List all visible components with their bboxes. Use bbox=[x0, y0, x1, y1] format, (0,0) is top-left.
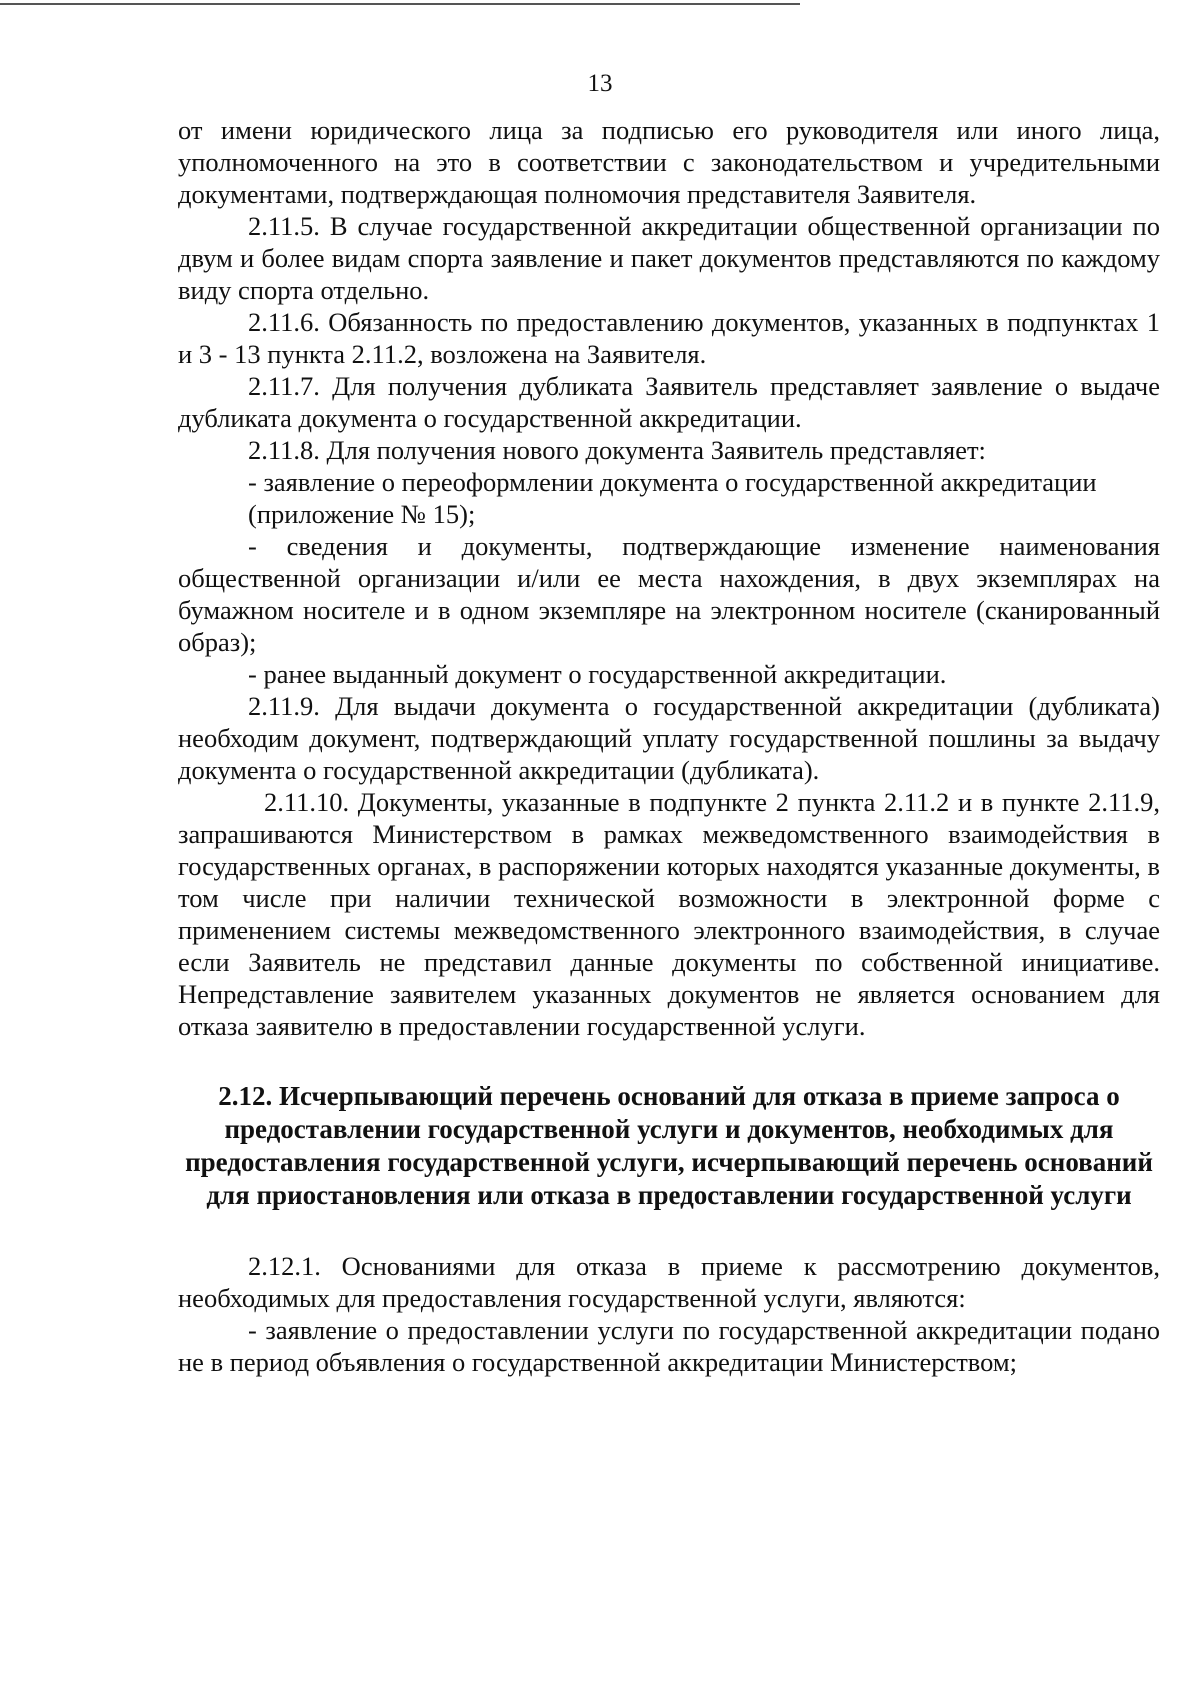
section-heading-2-12: 2.12. Исчерпывающий перечень оснований для отказа в приеме запроса о предоставлении государственной услуги и документов, необходимых для предоставления государственной услуги, исчерпывающий перечень оснований для приостановления или отказа в предоставлении государственной услуги bbox=[185, 1081, 1153, 1210]
page-number: 13 bbox=[587, 70, 613, 97]
paragraph-2-12-1: 2.12.1. Основаниями для отказа в приеме к рассмотрению документов, необходимых для предоставления государственной услуги, являются: bbox=[178, 1251, 1160, 1313]
list-item-application-period: - заявление о предоставлении услуги по государственной аккредитации подано не в период объявления о государственной аккредитации Министерством; bbox=[178, 1315, 1160, 1377]
document-body bbox=[178, 114, 1160, 1378]
paragraph-2-11-7: 2.11.7. Для получения дубликата Заявитель представляет заявление о выдаче дубликата документа о государственной аккредитации. bbox=[178, 371, 1160, 433]
paragraph-2-11-6: 2.11.6. Обязанность по предоставлению документов, указанных в подпунктах 1 и 3 - 13 пункта 2.11.2, возложена на Заявителя. bbox=[178, 307, 1160, 369]
paragraph-2-11-8: 2.11.8. Для получения нового документа Заявитель представляет: bbox=[248, 435, 986, 465]
paragraph-2-11-9: 2.11.9. Для выдачи документа о государственной аккредитации (дубликата) необходим документ, подтверждающий уплату государственной пошлины за выдачу документа о государственной аккредитации (дубликата). bbox=[178, 691, 1160, 785]
scan-edge-line bbox=[0, 3, 800, 5]
paragraph-continuation: от имени юридического лица за подписью его руководителя или иного лица, уполномоченного на это в соответствии с законодательством и учредительными документами, подтверждающая полномочия представителя Заявителя. bbox=[178, 115, 1160, 209]
paragraph-2-11-10: 2.11.10. Документы, указанные в подпункте 2 пункта 2.11.2 и в пункте 2.11.9, запрашиваются Министерством в рамках межведомственного взаимодействия в государственных органах, в распоряжении которых находятся указанные документы, в том числе при наличии технической возможности в электронной форме с применением системы межведомственного электронного взаимодействия, в случае если Заявитель не представил данные документы по собственной инициативе. Непредставление заявителем указанных документов не является основанием для отказа заявителю в предоставлении государственной услуги. bbox=[178, 787, 1160, 1041]
list-item-previous-document: - ранее выданный документ о государственной аккредитации. bbox=[248, 659, 947, 689]
list-item-appendix-ref: (приложение № 15); bbox=[248, 499, 476, 529]
list-item-application: - заявление о переоформлении документа о государственной аккредитации bbox=[248, 467, 1097, 497]
paragraph-2-11-5: 2.11.5. В случае государственной аккредитации общественной организации по двум и более видам спорта заявление и пакет документов представляются по каждому виду спорта отдельно. bbox=[178, 211, 1160, 305]
list-item-information: - сведения и документы, подтверждающие изменение наименования общественной организации и/или ее места нахождения, в двух экземплярах на бумажном носителе и в одном экземпляре на электронном носителе (сканированный образ); bbox=[178, 531, 1160, 657]
